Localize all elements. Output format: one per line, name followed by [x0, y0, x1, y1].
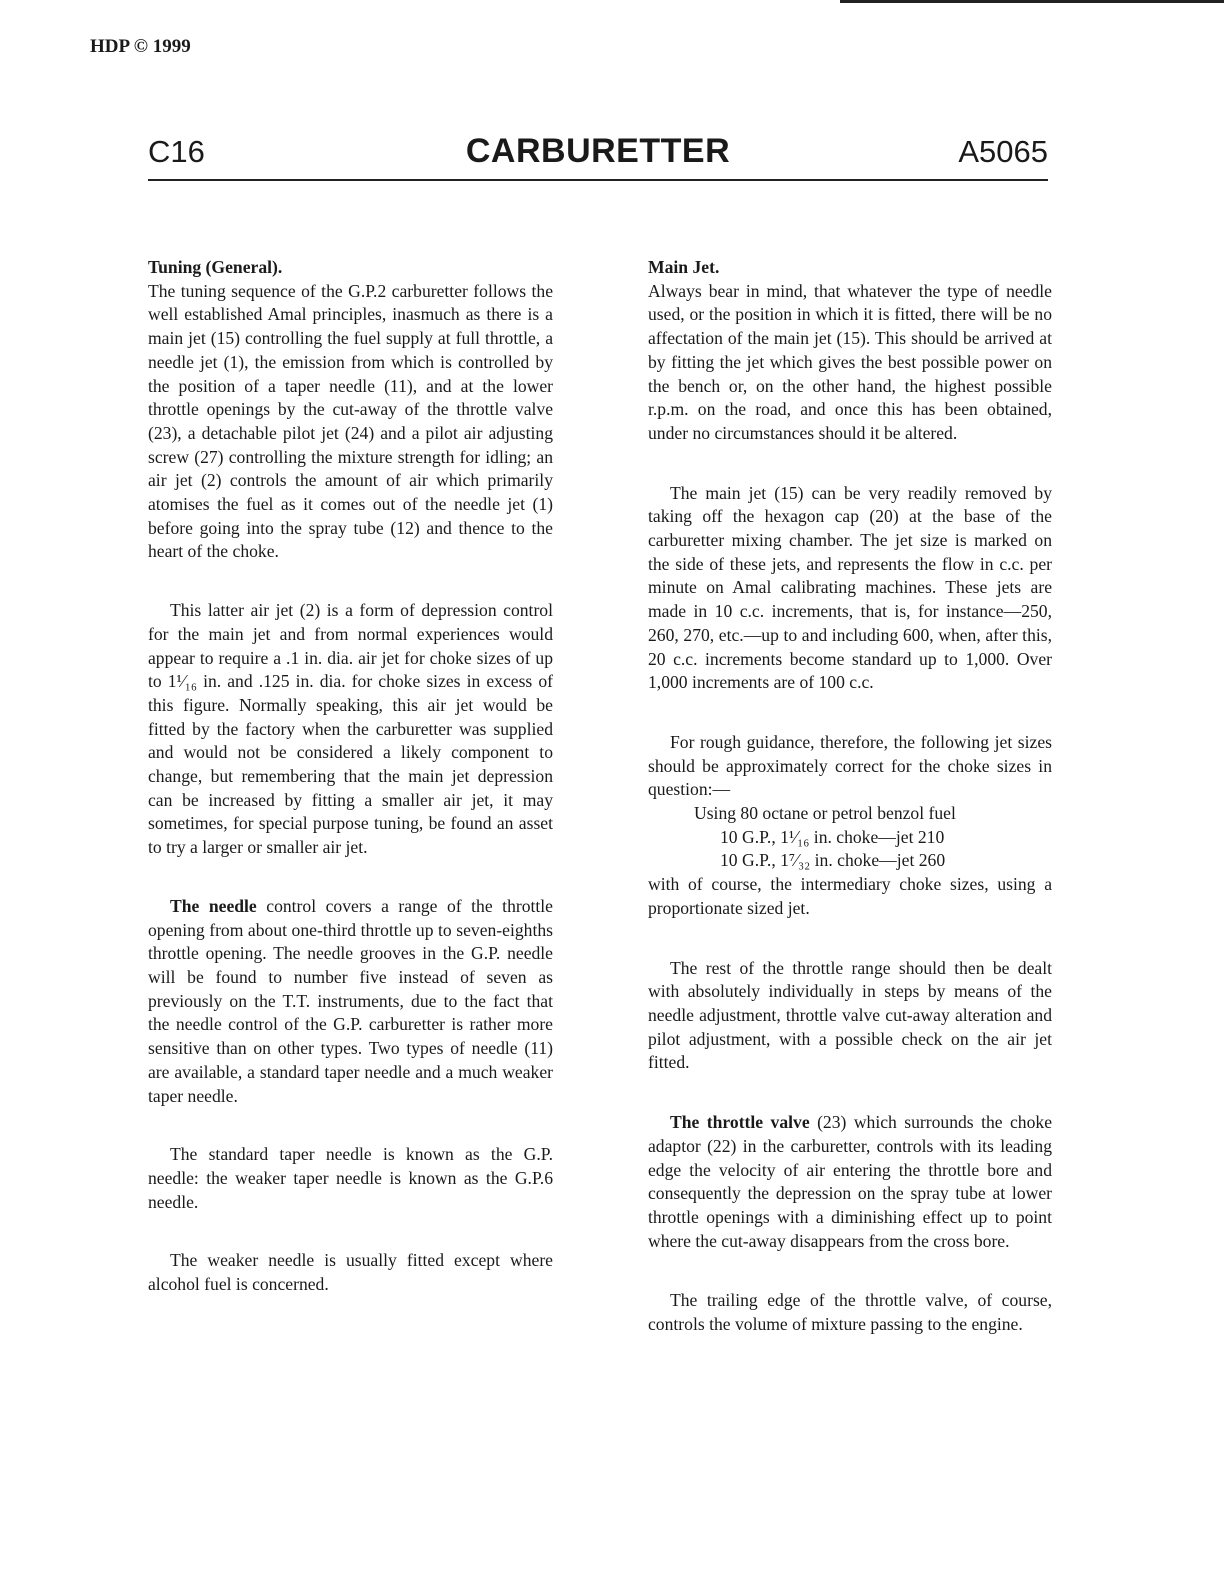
page-header: [148, 130, 1048, 176]
jet-row: 10 G.P., 1¹⁄₁₆ in. choke—jet 210: [720, 826, 945, 847]
weaker-needle-paragraph: The weaker needle is usually fitted except where alcohol fuel is concerned.: [148, 1250, 553, 1295]
standard-needle-paragraph: The standard taper needle is known as the G.P. needle: the weaker taper needle is known as the G.P.6 needle.: [148, 1144, 553, 1212]
main-jet-heading: Main Jet.: [648, 257, 720, 277]
main-jet-paragraph: Always bear in mind, that whatever the type of needle used, or the position in which it is fitted, there will be no affectation of the main jet (15). This should be arrived at by fitting the jet which gives the best possible power on the bench or, on the other hand, the highest possible r.p.m. on the road, and once this has been obtained, under no circumstances should it be altered.: [648, 280, 1052, 443]
trailing-edge-paragraph: The trailing edge of the throttle valve, of course, controls the volume of mixture passing to the engine.: [648, 1290, 1052, 1335]
needle-lead: The needle: [170, 895, 257, 916]
section-code: C16: [148, 134, 205, 169]
intermediary-paragraph: with of course, the intermediary choke sizes, using a proportionate sized jet.: [648, 874, 1052, 918]
tuning-heading: Tuning (General).: [148, 257, 283, 277]
document-number: A5065: [958, 134, 1048, 169]
throttle-text: (23) which surrounds the choke adaptor (22) in the carburetter, controls with its leading edge the velocity of air entering the throttle bore and consequently the depression on the spray tube at lower throttle openings with a diminishing effect up to point where the cut-away disappears from the cross bore.: [648, 1112, 1053, 1251]
top-edge-rule: [840, 0, 1224, 3]
throttle-lead: The throttle valve: [670, 1112, 810, 1133]
header-rule: [148, 179, 1048, 181]
left-column: [148, 256, 553, 1297]
rest-paragraph: The rest of the throttle range should then be dealt with absolutely individually in steps by means of the needle adjustment, throttle valve cut-away alteration and pilot adjustment, with a possible check on the air jet fitted.: [648, 957, 1052, 1073]
needle-text: control covers a range of the throttle opening from about one-third throttle up to seven-eighths throttle opening. The needle grooves in the G.P. needle will be found to number five instead of seven as previously on the T.T. instruments, due to the fact that the needle control of the G.P. carburetter is rather more sensitive than on other types. Two types of needle (11) are available, a standard taper needle and a much weaker taper needle.: [148, 895, 553, 1106]
air-jet-paragraph: This latter air jet (2) is a form of depression control for the main jet and from normal experiences would appear to require a .1 in. dia. air jet for choke sizes of up to 1¹⁄₁₆ in. and .125 in. dia. for choke sizes in excess of this figure. Normally speaking, this air jet would be fitted by the factory when the carburetter was supplied and would not be considered a likely component to change, but remembering that the main jet depression can be increased by fitting a smaller air jet, it may sometimes, for special purpose tuning, be found an asset to try a larger or smaller air jet.: [148, 600, 553, 858]
tuning-paragraph: The tuning sequence of the G.P.2 carburetter follows the well established Amal principles, inasmuch as there is a main jet (15) controlling the fuel supply at full throttle, a needle jet (1), the emission from which is controlled by the position of a taper needle (11), and at the lower throttle openings by the cut-away of the throttle valve (23), a detachable pilot jet (24) and a pilot air adjusting screw (27) controlling the mixture strength for idling; an air jet (2) controls the amount of air which primarily atomises the fuel as it comes out of the needle jet (1) before going into the spray tube (12) and thence to the heart of the choke.: [148, 280, 553, 562]
jet-row: 10 G.P., 1⁷⁄₃₂ in. choke—jet 260: [720, 850, 946, 871]
needle-paragraph: [148, 895, 553, 1108]
throttle-valve-paragraph: [648, 1111, 1052, 1253]
fuel-line: Using 80 octane or petrol benzol fuel: [694, 803, 956, 824]
right-column: [648, 256, 1052, 1337]
page-title: CARBURETTER: [465, 132, 731, 170]
removal-paragraph: The main jet (15) can be very readily removed by taking off the hexagon cap (20) at the base of the carburetter mixing chamber. The jet size is marked on the side of these jets, and represents the flow in c.c. per minute on Amal calibrating machines. These jets are made in 10 c.c. increments, that is, for instance—250, 260, 270, etc.—up to and including 600, when, after this, 20 c.c. increments become standard up to 1,000. Over 1,000 increments are of 100 c.c.: [648, 482, 1052, 693]
guidance-paragraph: For rough guidance, therefore, the following jet sizes should be approximately correct for the choke sizes in question:—: [648, 731, 1052, 800]
copyright-notice: HDP © 1999: [90, 36, 191, 57]
